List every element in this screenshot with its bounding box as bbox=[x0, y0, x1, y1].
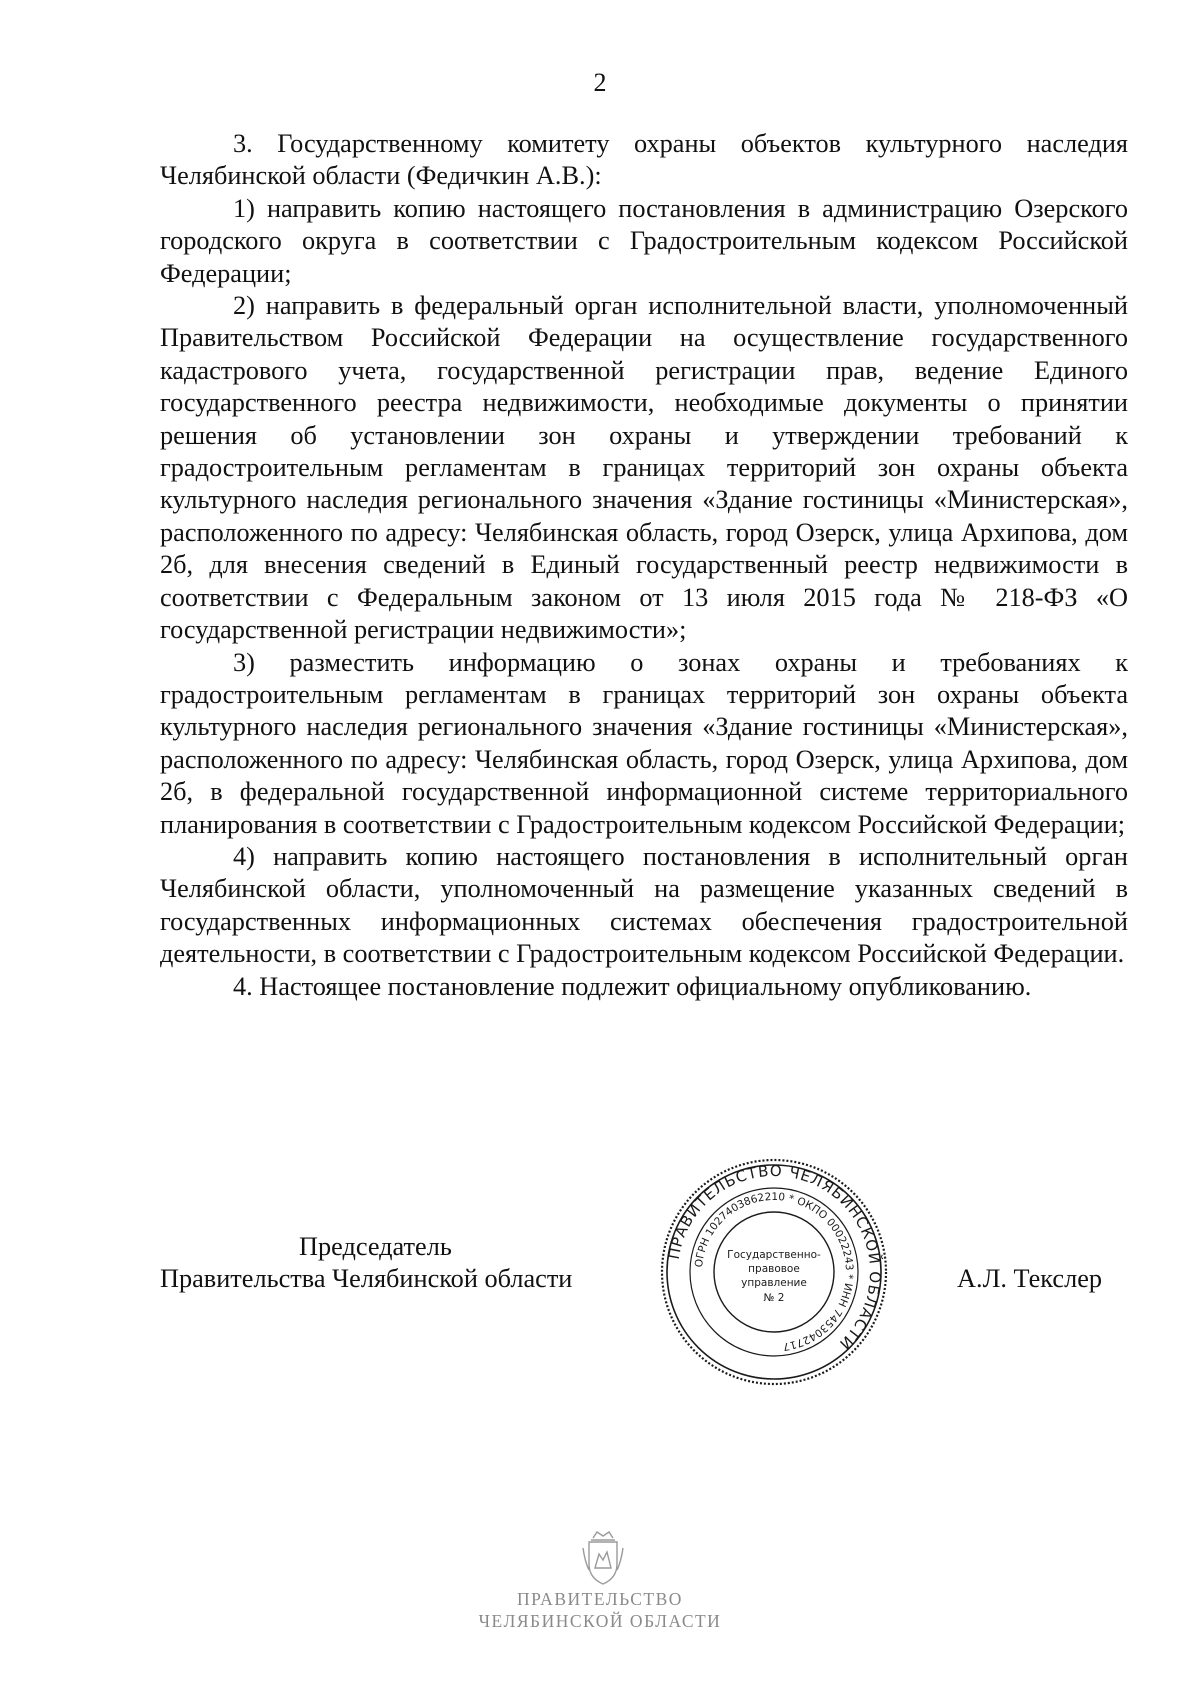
svg-text:ПРАВИТЕЛЬСТВО ЧЕЛЯБИНСКОЙ ОБЛА: ПРАВИТЕЛЬСТВО ЧЕЛЯБИНСКОЙ ОБЛАСТИ bbox=[664, 1161, 885, 1354]
footer-line2: ЧЕЛЯБИНСКОЙ ОБЛАСТИ bbox=[478, 1611, 722, 1631]
organization-footer bbox=[0, 1588, 1200, 1632]
footer-line1: ПРАВИТЕЛЬСТВО bbox=[517, 1589, 683, 1609]
coat-of-arms-icon bbox=[579, 1528, 627, 1586]
signatory-title bbox=[160, 1231, 600, 1296]
paragraph-3-2: 2) направить в федеральный орган исполнительной власти, уполномоченный Правительством Российской Федерации на осуществление государственного кадастрового учета, государственной регистрации прав, ведение Единого государственного реестра недвижимости, необходимые документы о принятии решения об установлении зон охраны и утверждении требований к градостроительным регламентам в границах территорий зон охраны объекта культурного наследия регионального значения «Здание гостиницы «Министерская», расположенного по адресу: Челябинская область, город Озерск, улица Архипова, дом 2б, для внесения сведений в Единый государственный реестр недвижимости в соответствии с Федеральным законом от 13 июля 2015 года № 218-ФЗ «О государственной регистрации недвижимости»; bbox=[160, 291, 1128, 645]
paragraph-3-1: 1) направить копию настоящего постановления в администрацию Озерского городского округа в соответствии с Градостроительным кодексом Российской Федерации; bbox=[160, 193, 1128, 288]
official-seal bbox=[658, 1156, 890, 1388]
svg-text:ОГРН 1027403862210 * ОКПО 0002: ОГРН 1027403862210 * ОКПО 00022243 * ИНН 7453042717 bbox=[693, 1190, 856, 1353]
page-number: 2 bbox=[593, 68, 607, 97]
paragraph-4: 4. Настоящее постановление подлежит официальному опубликованию. bbox=[233, 971, 1032, 1001]
signatory-title-line1: Председатель bbox=[299, 1232, 452, 1261]
paragraph-3-4: 4) направить копию настоящего постановления в исполнительный орган Челябинской области, уполномоченный на размещение указанных сведений в государственных информационных системах обеспечения градостроительной деятельности, в соответствии с Градостроительным кодексом Российской Федерации. bbox=[160, 841, 1128, 969]
svg-text:Государственно-: Государственно- bbox=[727, 1249, 821, 1261]
svg-text:№ 2: № 2 bbox=[763, 1292, 785, 1304]
svg-text:правовое: правовое bbox=[748, 1263, 800, 1275]
paragraph-3: 3. Государственному комитету охраны объектов культурного наследия Челябинской области (Федичкин А.В.): bbox=[160, 129, 1128, 191]
paragraph-3-3: 3) разместить информацию о зонах охраны и требованиях к градостроительным регламентам в границах территорий зон охраны объекта культурного наследия регионального значения «Здание гостиницы «Министерская», расположенного по адресу: Челябинская область, город Озерск, улица Архипова, дом 2б, в федеральной государственной информационной системе территориального планирования в соответствии с Градостроительным кодексом Российской Федерации; bbox=[160, 647, 1128, 839]
svg-text:управление: управление bbox=[741, 1277, 807, 1289]
signatory-name: А.Л. Текслер bbox=[957, 1264, 1103, 1293]
document-body bbox=[160, 128, 1128, 1003]
signatory-title-line2: Правительства Челябинской области bbox=[160, 1264, 573, 1294]
